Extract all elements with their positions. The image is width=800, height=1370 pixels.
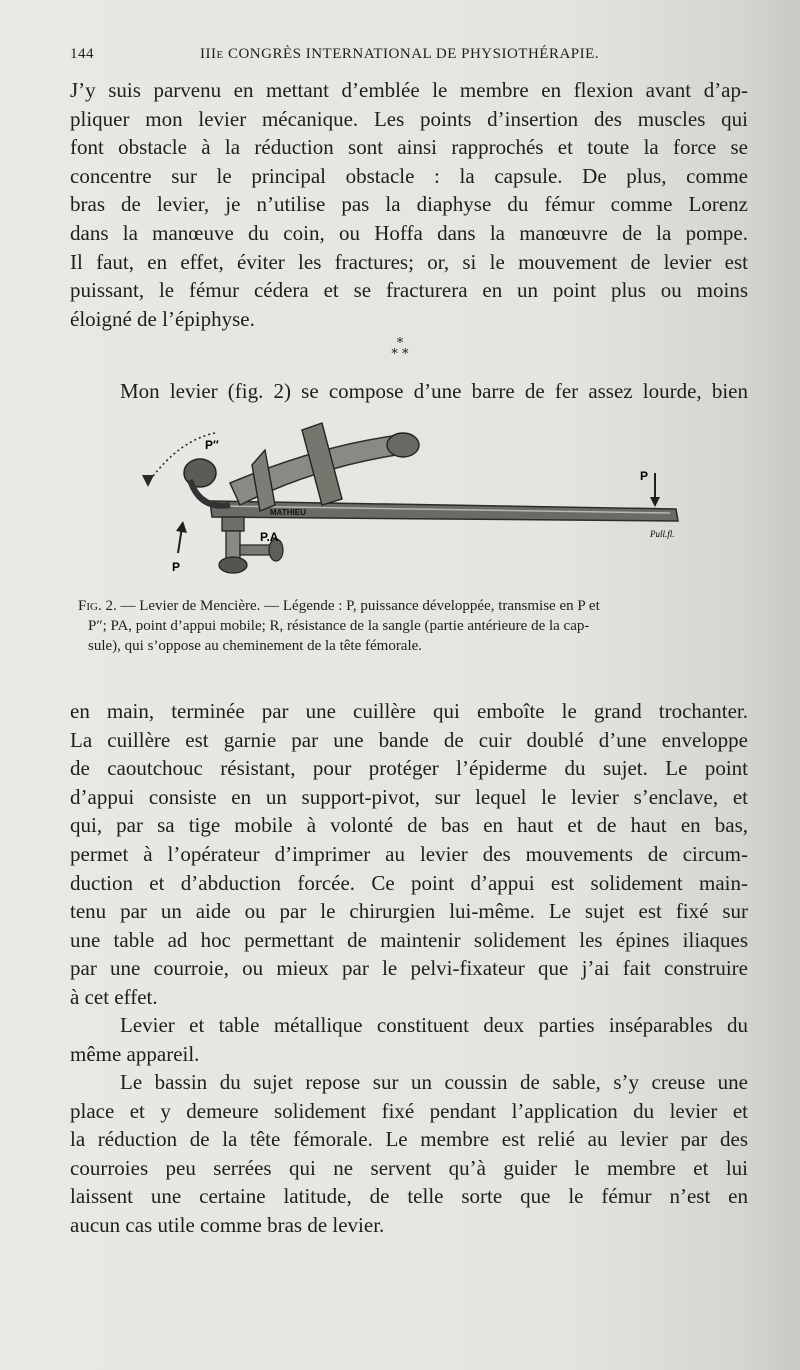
- text-line: dans la manœuve du coin, ou Hoffa dans la manœuvre de la pompe.: [70, 220, 748, 245]
- text-line: Mon levier (fig. 2) se compose d’une barre de fer assez lourde, bien: [120, 379, 748, 403]
- text-line: en main, terminée par une cuillère qui emboîte le grand trochanter.: [70, 699, 748, 723]
- text-line: la réduction de la tête fémorale. Le membre est relié au levier par des: [70, 1127, 748, 1152]
- text-line: même appareil.: [70, 1041, 200, 1066]
- caption-line: sule), qui s’oppose au cheminement de la tête fémorale.: [88, 638, 423, 654]
- paragraph-2: [70, 377, 748, 406]
- support-knob: [387, 433, 419, 457]
- arrowhead-bottom: [176, 521, 187, 533]
- text-line: qui, par sa tige mobile à volonté de bas en haut et de haut en bas,: [70, 813, 748, 838]
- arc-arrowhead: [142, 475, 154, 487]
- caption-line: P″; PA, point d’appui mobile; R, résistance de la sangle (partie antérieure de la cap-: [88, 618, 590, 634]
- text-line: d’appui consiste en un support-pivot, sur lequel le levier s’enclave, et: [70, 784, 748, 809]
- text-line: une table ad hoc permettant de maintenir solidement les épines iliaques: [70, 927, 748, 952]
- caption-fig-label: Fig. 2.: [78, 598, 117, 614]
- asterism-bottom: * *: [391, 347, 409, 362]
- bar-engraving: MATHIEU: [270, 508, 306, 517]
- page-header: [70, 46, 750, 68]
- asterism-divider: [380, 338, 420, 360]
- label-p-top: P: [640, 469, 649, 483]
- text-line: bras de levier, je n’utilise pas la diaphyse du fémur comme Lorenz: [70, 192, 748, 217]
- text-line: La cuillère est garnie par une bande de cuir doublé d’une enveloppe: [70, 727, 748, 752]
- text-line: place et y demeure solidement fixé pendant l’application du levier et: [70, 1098, 748, 1123]
- label-p-bottom: P: [172, 560, 181, 574]
- paragraph-5: [70, 1068, 748, 1240]
- text-line: Le bassin du sujet repose sur un coussin de sable, s’y creuse une: [120, 1070, 748, 1094]
- text-line: courroies peu serrées qui ne servent qu’à guider le membre et lui: [70, 1155, 748, 1180]
- text-line: à cet effet.: [70, 984, 158, 1009]
- text-line: de caoutchouc résistant, pour protéger l’épiderme du sujet. Le point: [70, 756, 748, 781]
- text-line: duction et d’abduction forcée. Ce point d’appui est solidement main-: [70, 870, 748, 895]
- caption-text: — Levier de Mencière. — Légende : P, puissance développée, transmise en P et: [116, 598, 600, 614]
- text-line: Levier et table métallique constituent deux parties inséparables du: [120, 1013, 748, 1037]
- lever-illustration: [120, 405, 700, 590]
- pivot-base: [219, 557, 247, 573]
- paragraph-3: [70, 697, 748, 1012]
- paragraph-4: [70, 1011, 748, 1068]
- figure-caption: [78, 596, 748, 656]
- caption-line: [78, 596, 748, 616]
- text-line: tenu par un aide ou par le chirurgien lui-même. Le sujet est fixé sur: [70, 899, 748, 924]
- text-line: pliquer mon levier mécanique. Les points d’insertion des muscles qui: [70, 106, 748, 131]
- text-line: éloigné de l’épiphyse.: [70, 306, 255, 331]
- text-line: font obstacle à la réduction sont ainsi rapprochés et toute la force se: [70, 135, 748, 160]
- text-line: J’y suis parvenu en mettant d’emblée le membre en flexion avant d’ap-: [70, 78, 748, 102]
- pivot-collar: [222, 517, 244, 531]
- arrowhead-top: [650, 497, 660, 507]
- asterism-top: *: [396, 336, 404, 351]
- paragraph-1: [70, 76, 748, 333]
- text-line: laissent une certaine latitude, de telle sorte que le fémur n’est en: [70, 1184, 748, 1209]
- engraver-signature: Pull.fl.: [650, 529, 675, 539]
- label-pa: P.A: [260, 530, 279, 544]
- text-line: par une courroie, ou mieux par le pelvi-fixateur que j’ai fait construire: [70, 956, 748, 981]
- running-title: IIIe CONGRÈS INTERNATIONAL DE PHYSIOTHÉRAPIE.: [200, 46, 600, 62]
- text-line: concentre sur le principal obstacle : la capsule. De plus, comme: [70, 163, 748, 188]
- page-number: 144: [70, 46, 94, 62]
- pivot-screw: [240, 545, 270, 555]
- text-line: Il faut, en effet, éviter les fractures; or, si le mouvement de levier est: [70, 249, 748, 274]
- text-line: permet à l’opérateur d’imprimer au levier des mouvements de circum-: [70, 841, 748, 866]
- label-p-double-prime: P″: [205, 438, 219, 452]
- text-line: aucun cas utile comme bras de levier.: [70, 1212, 385, 1237]
- text-line: puissant, le fémur cédera et se fracturera en un point plus ou moins: [70, 278, 748, 303]
